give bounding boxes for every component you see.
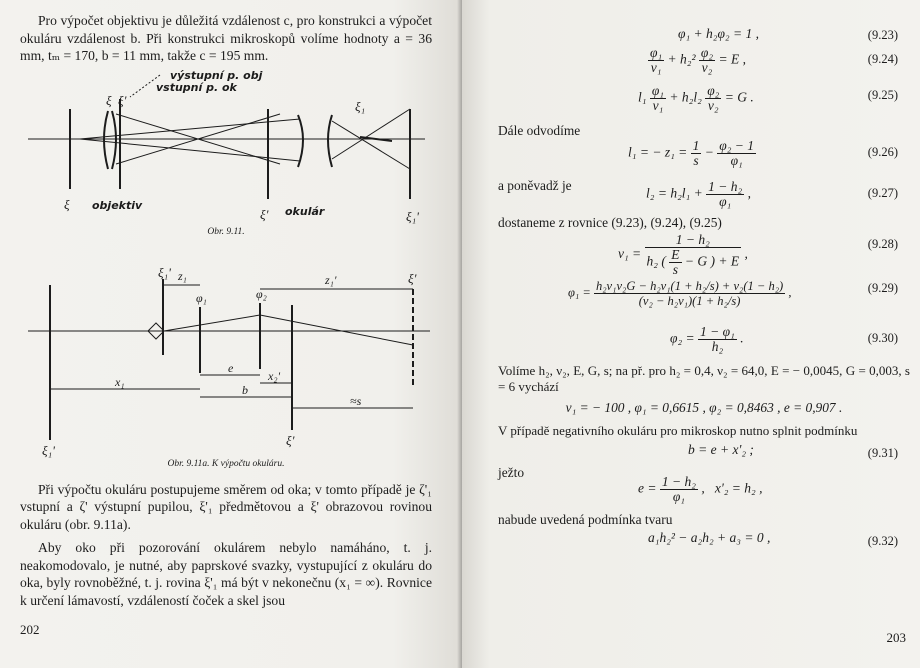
fig1-label-okular: okulár (285, 204, 325, 218)
fig1-label-objektiv: objektiv (92, 198, 143, 212)
ray-5 (332, 121, 410, 169)
eq9-number: (9.31) (867, 445, 898, 460)
left-para-2: Při výpočtu okuláru postupujeme směrem od oka; v tomto případě je ζ'₁ vstupní a ζ' výstupní pupilou, ξ'₁ předmětovou a ξ' obrazovou rovinou okuláru (obr. 9.11a). (20, 481, 432, 532)
eq1-expr: φ₁ + h₂φ₂ = 1 , (678, 26, 759, 41)
ocular-lens-2 (328, 115, 332, 167)
fig1-label-xi: ξ (106, 92, 112, 108)
fig2-label-xi-bottom: ξ' (286, 432, 295, 448)
optical-scheme-svg (20, 69, 432, 239)
eq7-number: (9.29) (867, 281, 898, 295)
right-page-number: 203 (886, 630, 906, 645)
equation-9-30 (498, 325, 910, 363)
fig2-label-phi2: φ₂ (256, 286, 267, 301)
fig2-label-xi1-top: ξ₁' (158, 264, 171, 280)
fig1-note-line2: vstupní p. ok (156, 80, 237, 94)
eq7-expr: φ₁ = $\frac{\text{h₂ν₁ν₂G − h₂ν₁(1 + h₂/s) + ν₂(1 − h₂)}}{\text{(ν₂ − h₂ν₁)(1 + h₂/s)}}$ , (568, 279, 792, 308)
eq8-expr: φ₂ = $\frac{\text{1 − φ₁}}{\text{h₂}}$ . (670, 324, 744, 354)
objective-lens-1 (104, 111, 108, 169)
right-text-1: Dále odvodíme (498, 123, 581, 138)
fig1-label-xi1: ξ₁ (355, 98, 366, 114)
right-text-2: a poněvadž je (498, 178, 572, 193)
right-page (462, 0, 920, 668)
fig2-label-b: b (242, 382, 248, 397)
fig2-ray-2 (260, 315, 413, 345)
fig2-label-x2-prime: x₂' (268, 368, 281, 383)
right-para-volime: Volíme h₂, ν₂, E, G, s; na př. pro h₂ = 0,4, ν₂ = 64,0, E = − 0,0045, G = 0,003, s = 6 vychází (498, 363, 910, 394)
left-para-3: Aby oko při pozorování okulárem nebylo namáháno, t. j. neakomodovalo, je nutné, aby paprskové svazky, vystupující z okuláru do oka, byly rovnoběžné, t. j. rovina ξ'₁ má být v nekonečnu (x₁ = ∞). Rovnice k určení lámavostí, vzdáleností čoček a skel jsou (20, 540, 432, 608)
fig1-label-xi1-bottom: ξ₁' (406, 208, 419, 224)
equation-9-25 (498, 82, 910, 122)
left-page-number: 202 (20, 622, 40, 637)
right-text-jezto: ježto (498, 464, 525, 480)
fig2-label-xi-top-right: ξ' (408, 270, 417, 286)
equation-9-28 (498, 231, 910, 275)
fig1-caption: Obr. 9.11. (207, 226, 245, 237)
eq9-expr: b = e + x'₂ ; (688, 441, 754, 457)
equation-9-32 (498, 528, 910, 552)
equation-9-24 (498, 46, 910, 82)
fig2-label-z1: z₁ (178, 268, 187, 283)
eq4-number: (9.26) (867, 145, 898, 159)
right-text-3: dostaneme z rovnice (9.23), (9.24), (9.25) (498, 215, 722, 230)
eq6-number: (9.28) (867, 237, 898, 251)
figure-9-11 (20, 69, 432, 239)
eq5-expr: l₂ = h₂l₁ + $\frac{\text{1 − h₂}}{\text{φ₁}}$ , (646, 179, 751, 209)
equation-9-27 (498, 180, 910, 214)
right-para-negative: V případě negativního okuláru pro mikroskop nutno splnit podmínku (498, 423, 858, 438)
eq11-expr: a₁h₂² − a₂h₂ + a₃ = 0 , (648, 529, 771, 545)
fig2-label-s: ≈s (350, 393, 362, 408)
ocular-lens-1 (298, 115, 303, 167)
values-line: ν₁ = − 100 , φ₁ = 0,6615 , φ₂ = 0,8463 , e = 0,907 . (565, 400, 843, 415)
fig1-note-line1: výstupní p. obj (170, 68, 263, 82)
eq1-number: (9.23) (867, 28, 898, 42)
figure-9-11a (20, 265, 432, 475)
eq3-expr: l₁ $\frac{\text{φ₁}}{\text{ν₁}}$ + h₂l₂ $\frac{\text{φ₂}}{\text{ν₂}}$ = G . (638, 83, 754, 113)
fig2-label-z1-prime: z₁' (325, 272, 337, 287)
equation-9-29 (498, 275, 910, 325)
eq8-number: (9.30) (867, 331, 898, 345)
ray-6 (332, 109, 410, 159)
fig2-label-phi1: φ₁ (196, 290, 207, 305)
right-text-nabude: nabude uvedená podmínka tvaru (498, 511, 673, 527)
objective-lens-2 (112, 111, 116, 169)
fig2-label-e: e (228, 360, 234, 375)
equation-jezto (498, 475, 910, 511)
left-para-1: Pro výpočet objektivu je důležitá vzdálenost c, pro konstrukci a výpočet okuláru vzdálenost b. Při konstrukci mikroskopů volíme hodnoty a = 36 mm, tₘ = 170, b = 11 mm, takže c = 195 mm. (20, 13, 432, 63)
eq5-number: (9.27) (867, 186, 898, 200)
eq2-number: (9.24) (867, 52, 898, 66)
eq6-expr: ν₁ = 1 − h₂ h₂ ( $\frac{E}{s}$ − G ) + E , (618, 232, 748, 277)
eq2-expr: $\frac{\text{φ₁}}{\text{ν₁}}$ + h₂² $\frac{\text{φ₂}}{\text{ν₂}}$ = E , (650, 45, 746, 75)
fig2-label-x1: x₁ (115, 374, 125, 389)
fig2-caption: Obr. 9.11a. K výpočtu okuláru. (167, 458, 285, 469)
fig2-ray-1 (164, 315, 260, 331)
equation-9-31 (498, 440, 910, 464)
fig1-label-xi-prime-bottom: ξ' (260, 206, 269, 222)
equation-9-26 (498, 139, 910, 177)
eq10-expr: e = $\frac{\text{1 − h₂}}{\text{φ₁}}$ , x'₂ = h₂ , (638, 473, 763, 504)
fig1-label-xi-prime: ξ' (118, 92, 127, 108)
fig2-label-xi1-bottom: ξ₁' (42, 442, 55, 458)
ocular-scheme-svg (20, 265, 432, 455)
eq11-number: (9.32) (867, 533, 898, 548)
eq4-expr: l₁ = − z₁ = $\frac{1}{s}$ − $\frac{\text{φ₂ − 1}}{\text{φ₁}}$ (628, 138, 755, 168)
equation-9-23 (498, 22, 910, 46)
eq3-number: (9.25) (867, 88, 898, 102)
fig1-label-xi-bottom: ξ (64, 196, 70, 212)
